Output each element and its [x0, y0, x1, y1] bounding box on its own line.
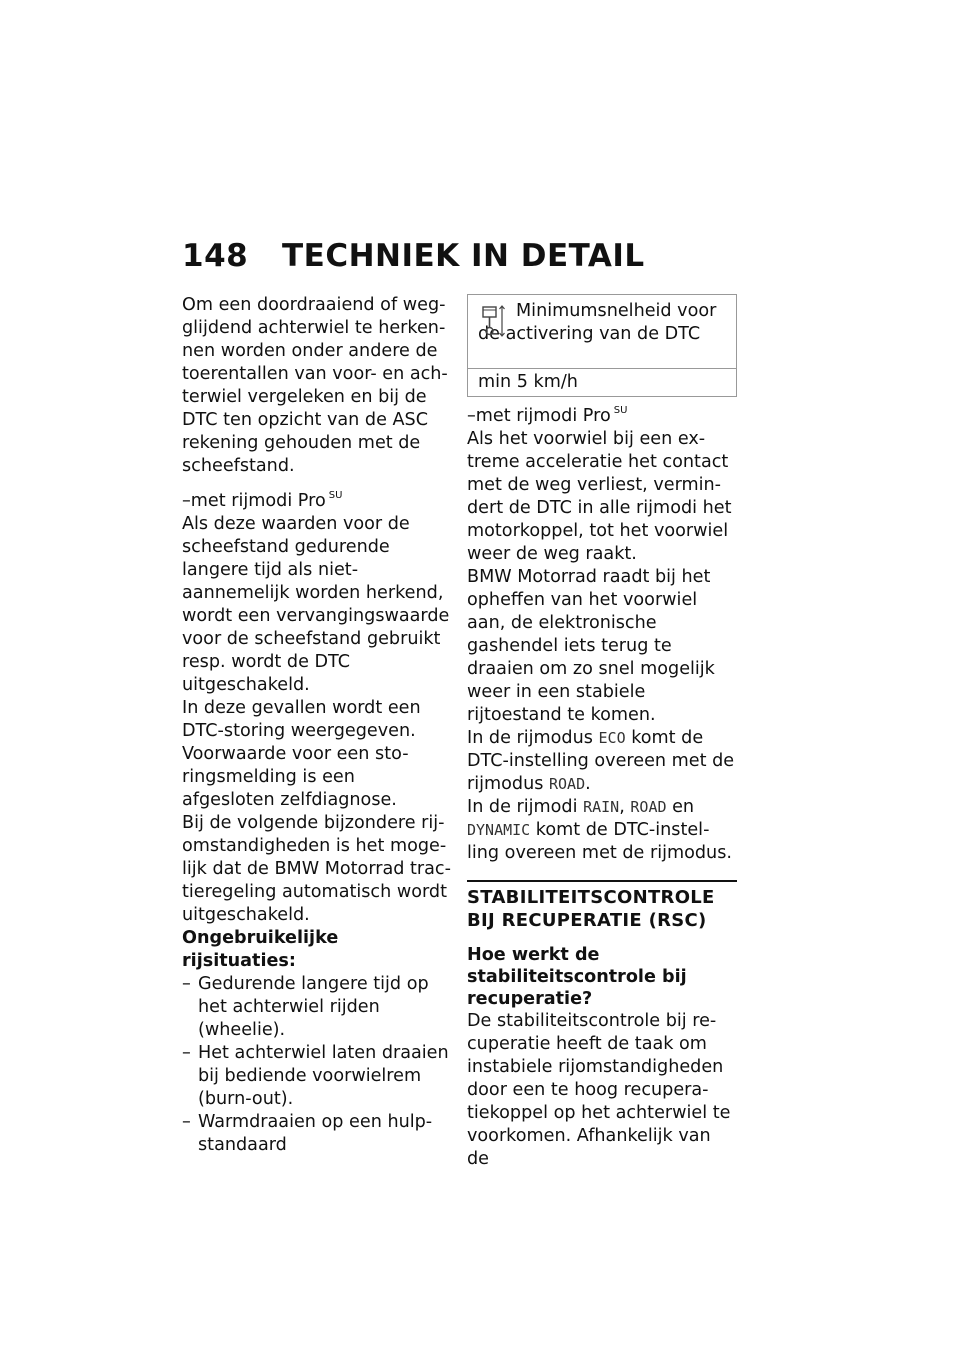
right-column	[467, 294, 737, 1171]
chapter-title: TECHNIEK IN DETAIL	[282, 238, 645, 274]
mode-eco: ECO	[598, 729, 626, 747]
mode-road: ROAD	[630, 798, 667, 816]
list-item: – Warmdraaien op een hulp-standaard	[182, 1112, 433, 1155]
section-divider	[467, 880, 737, 882]
rider-mode-condition: –met rijmodi Pro $^{SU}$	[182, 490, 343, 511]
mode-dynamic: DYNAMIC	[467, 821, 531, 839]
paragraph: BMW Motorrad raadt bij het opheffen van het voorwiel aan, de elektronische gashendel iets terug te draaien om zo snel mogelijk weer in een stabiele rijtoestand te komen.	[467, 567, 715, 725]
paragraph: In deze gevallen wordt een DTC-storing weergegeven.	[182, 698, 421, 741]
left-column	[182, 294, 452, 1157]
list-heading: Ongebruikelijke rijsituaties:	[182, 928, 339, 971]
section-title: STABILITEITSCONTROLE BIJ RECUPERATIE (RSC)	[467, 887, 715, 931]
paragraph: Bij de volgende bijzondere rij-omstandigheden is het moge-lijk dat de BMW Motorrad trac-tieregeling automatisch wordt uitgeschakeld.	[182, 813, 451, 925]
spec-label: Minimumsnelheid voor de activering van de DTC	[478, 301, 717, 344]
spec-box	[467, 294, 737, 397]
paragraph: Als het voorwiel bij een ex-treme acceleratie het contact met de weg verliest, vermin-dert de DTC in alle rijmodi het motorkoppel, tot het voorwiel weer de weg raakt.	[467, 429, 732, 564]
paragraph: In de rijmodus ECO komt de DTC-instelling overeen met de rijmodus ROAD.	[467, 728, 735, 794]
mode-road: ROAD	[549, 775, 586, 793]
spec-box-header	[468, 295, 736, 369]
engine-piston-icon	[480, 304, 506, 338]
rider-mode-condition: –met rijmodi Pro $^{SU}$	[467, 405, 628, 426]
paragraph: Als deze waarden voor de scheefstand gedurende langere tijd als niet-aannemelijk worden herkend, wordt een vervangingswaarde voor de scheefstand gebruikt resp. wordt de DTC uitgeschakeld.	[182, 514, 450, 695]
list-item: – Gedurende langere tijd op het achterwiel rijden (wheelie).	[182, 974, 429, 1040]
superscript: SU	[328, 490, 343, 502]
page-number: 148	[182, 238, 249, 274]
paragraph: Om een doordraaiend of weg-glijdend achterwiel te herken-nen worden onder andere de toerentallen van voor- en ach-terwiel vergeleken en bij de DTC ten opzicht van de ASC rekening gehouden met de scheefstand.	[182, 295, 448, 476]
subsection-title: Hoe werkt de stabiliteitscontrole bij recuperatie?	[467, 945, 687, 1009]
mode-rain: RAIN	[583, 798, 620, 816]
page-header	[182, 238, 645, 274]
list-item: – Het achterwiel laten draaien bij bediende voorwielrem (burn-out).	[182, 1043, 449, 1109]
superscript: SU	[613, 405, 628, 417]
paragraph: In de rijmodi RAIN, ROAD en DYNAMIC komt de DTC-instel-ling overeen met de rijmodus.	[467, 797, 732, 863]
paragraph: De stabiliteitscontrole bij re-cuperatie heeft de taak om instabiele rijomstandigheden door een te hoog recupera-tiekoppel op het achterwiel te voorkomen. Afhankelijk van de	[467, 1011, 731, 1169]
spec-value: min 5 km/h	[478, 372, 578, 392]
paragraph: Voorwaarde voor een sto-ringsmelding is een afgesloten zelfdiagnose.	[182, 744, 409, 810]
